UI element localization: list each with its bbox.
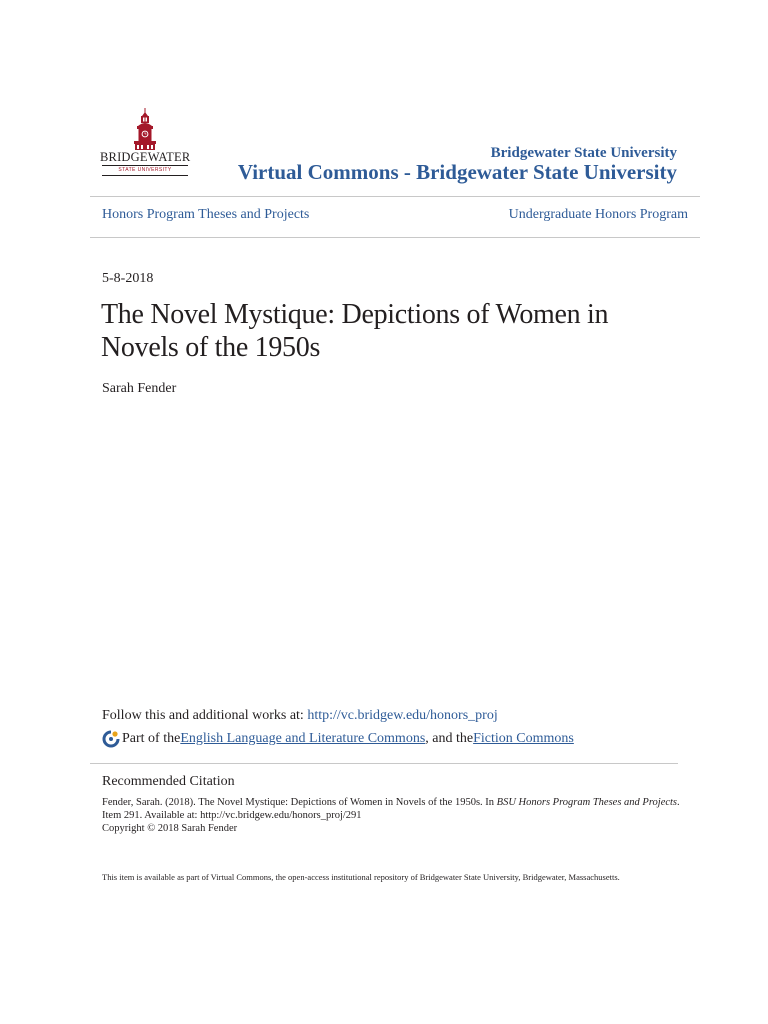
bepress-network-icon (102, 730, 120, 748)
repository-name-link[interactable]: Virtual Commons - Bridgewater State University (237, 160, 677, 184)
citation-line-1: Fender, Sarah. (2018). The Novel Mystique: Depictions of Women in Novels of the 1950s. In BSU Honors Program Theses and Projects. (102, 797, 680, 808)
university-name-link[interactable]: Bridgewater State University (490, 145, 677, 161)
part-of-middle: , and the (425, 731, 474, 746)
publication-date: 5-8-2018 (102, 271, 154, 286)
logo-divider (102, 175, 188, 176)
document-author: Sarah Fender (102, 381, 177, 396)
honors-theses-link[interactable]: Honors Program Theses and Projects (102, 207, 310, 222)
citation-copyright: Copyright © 2018 Sarah Fender (102, 823, 238, 834)
nav-divider (90, 237, 700, 238)
part-of-line (102, 730, 574, 748)
logo-subword: STATE UNIVERSITY (118, 167, 172, 173)
follow-prefix: Follow this and additional works at: (102, 708, 308, 723)
repository-footer-note: This item is available as part of Virtual Commons, the open-access institutional repository of Bridgewater State University, Bridgewater, Massachusetts. (102, 872, 620, 882)
university-logo (100, 108, 190, 180)
logo-wordmark: BRIDGEWATER (100, 150, 191, 164)
citation-line-2: Item 291. Available at: http://vc.bridgew.edu/honors_proj/291 (102, 810, 362, 821)
series-name: BSU Honors Program Theses and Projects (496, 797, 678, 808)
clock-tower-icon (100, 108, 190, 152)
header-divider (90, 196, 700, 197)
logo-divider (102, 165, 188, 166)
recommended-citation-heading: Recommended Citation (102, 774, 235, 789)
honors-program-link[interactable]: Undergraduate Honors Program (508, 207, 688, 222)
citation-text (102, 796, 682, 835)
document-title: The Novel Mystique: Depictions of Women in Novels of the 1950s (101, 299, 609, 363)
english-literature-commons-link[interactable]: English Language and Literature Commons (180, 731, 426, 746)
collection-url-link[interactable]: http://vc.bridgew.edu/honors_proj (307, 708, 498, 723)
part-of-prefix: Part of the (122, 731, 181, 746)
fiction-commons-link[interactable]: Fiction Commons (473, 731, 574, 746)
follow-line (102, 708, 498, 724)
citation-divider (90, 763, 678, 764)
